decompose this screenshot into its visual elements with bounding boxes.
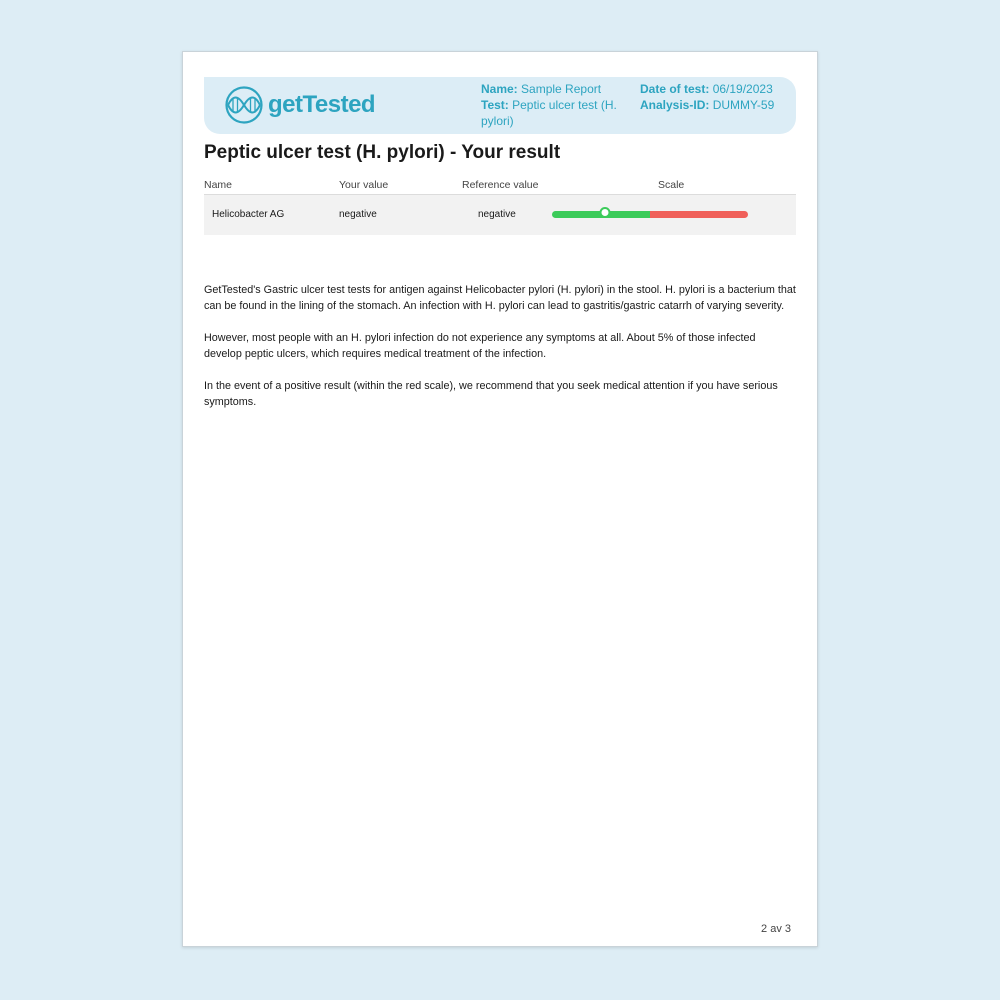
row-reference-value: negative xyxy=(478,209,516,220)
analysis-line xyxy=(640,97,796,113)
description xyxy=(204,282,796,426)
row-your-value: negative xyxy=(339,209,377,220)
date-value: 06/19/2023 xyxy=(712,82,773,96)
column-header-your-value: Your value xyxy=(339,179,389,191)
table-header xyxy=(204,178,796,195)
name-value: Sample Report xyxy=(521,82,602,96)
name-label: Name: xyxy=(481,82,518,96)
brand-logo[interactable] xyxy=(224,85,375,125)
table-row xyxy=(204,195,796,235)
analysis-label: Analysis-ID: xyxy=(640,98,710,112)
report-meta-right xyxy=(640,81,796,113)
test-line xyxy=(481,97,631,129)
test-label: Test: xyxy=(481,98,509,112)
paragraph-3: In the event of a positive result (within the red scale), we recommend that you seek medical attention if you have serious symptoms. xyxy=(204,380,778,408)
report-meta-left xyxy=(481,81,631,129)
paragraph-2: However, most people with an H. pylori infection do not experience any symptoms at all. About 5% of those infected develop peptic ulcers, which requires medical treatment of the infection. xyxy=(204,332,756,360)
analysis-value: DUMMY-59 xyxy=(712,98,775,112)
report-page xyxy=(182,51,818,947)
name-line xyxy=(481,81,631,97)
date-line xyxy=(640,81,796,97)
column-header-name: Name xyxy=(204,179,233,191)
column-header-reference-value: Reference value xyxy=(462,179,539,191)
logo-wordmark: getTested xyxy=(268,91,376,118)
page-title: Peptic ulcer test (H. pylori) - Your result xyxy=(204,142,561,163)
row-name: Helicobacter AG xyxy=(212,209,285,220)
scale-red-segment xyxy=(650,211,748,218)
result-scale xyxy=(552,209,748,217)
column-header-scale: Scale xyxy=(658,179,685,191)
date-label: Date of test: xyxy=(640,82,710,96)
results-table xyxy=(204,178,796,235)
page-number: 2 av 3 xyxy=(761,923,791,935)
test-value: Peptic ulcer test (H. pylori) xyxy=(481,98,617,128)
dna-helix-icon xyxy=(224,85,264,125)
report-header xyxy=(204,77,796,134)
scale-marker xyxy=(600,207,611,218)
paragraph-1: GetTested's Gastric ulcer test tests for antigen against Helicobacter pylori (H. pylori) in the stool. H. pylori is a bacterium that can be found in the lining of the stomach. An infection with H. pylori can lead to gastritis/gastric catarrh of varying severity. xyxy=(204,284,796,312)
